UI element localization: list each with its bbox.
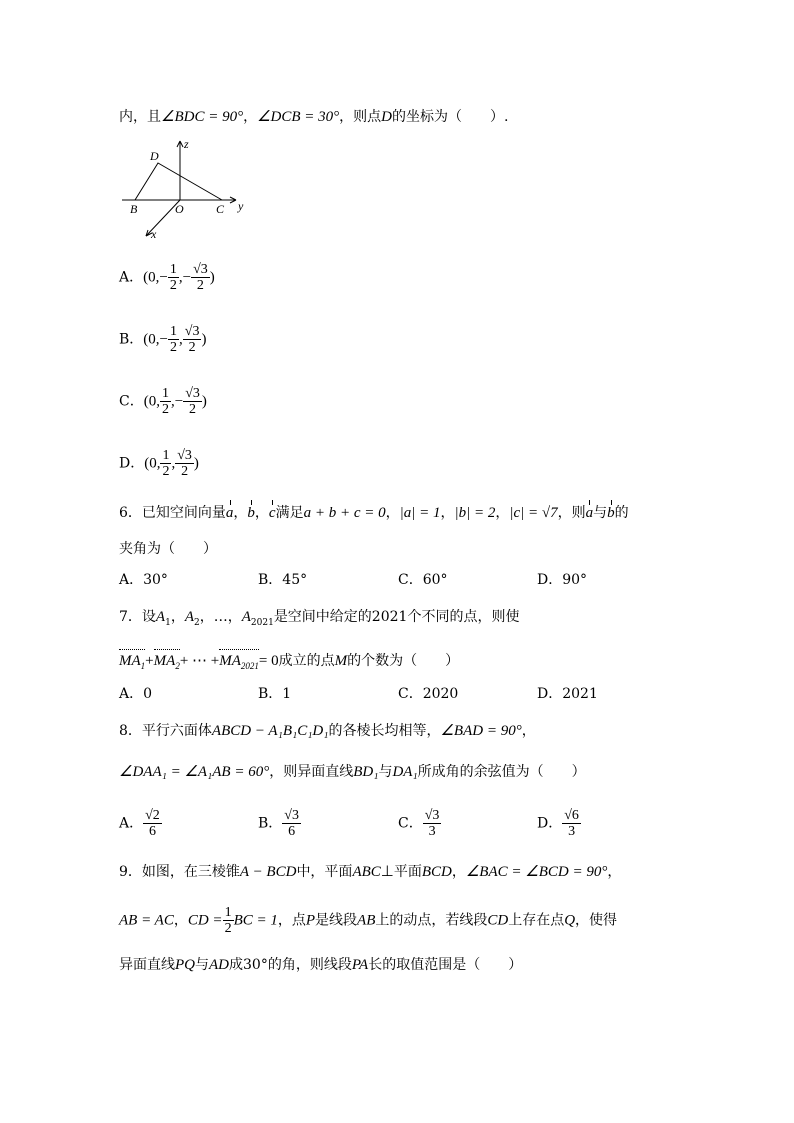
vec-c: c	[268, 505, 276, 521]
q5-option-d[interactable]: D．(0, $\frac{1}{2}$ , $\frac{√3}{2}$ )	[119, 448, 199, 479]
q8-line2: ∠DAA₁ = ∠A₁AB = 60°，则异面直线BD₁与DA₁所成角的余弦值为（ ）	[119, 764, 586, 780]
q8-option-c[interactable]: C． $\frac{√3}{3}$	[398, 808, 440, 839]
q8-line1: 8．平行六面体ABCD − A₁B₁C₁D₁的各棱长均相等，∠BAD = 90°，	[119, 723, 536, 739]
q5-text-b: ，则点	[339, 109, 382, 125]
q8-option-a[interactable]: A． $\frac{√2}{6}$	[119, 808, 160, 839]
q6-option-c[interactable]: C．60°	[398, 572, 448, 588]
label-y: y	[238, 199, 244, 213]
label-C: C	[216, 202, 225, 216]
label-D: D	[150, 149, 159, 163]
vec-a: a	[225, 505, 234, 521]
q5-sep: ，	[243, 109, 258, 125]
q6-option-b[interactable]: B．45°	[258, 572, 308, 588]
q9-line3: 异面直线PQ与AD成30°的角，则线段PA长的取值范围是（ ）	[119, 957, 523, 973]
q5-point: D	[381, 109, 392, 125]
q7-option-d[interactable]: D．2021	[537, 686, 598, 702]
q6-option-a[interactable]: A．30°	[119, 572, 168, 588]
q5-option-b[interactable]: B．(0,− $\frac{1}{2}$ , $\frac{√3}{2}$ )	[119, 324, 207, 355]
q6-line1: 6．已知空间向量a，b，c满足a + b + c = 0，|a| = 1，|b| = 2，|c| = √7，则a与b的	[119, 505, 629, 521]
q5-text-c: 的坐标为（ ）.	[392, 109, 509, 125]
q5-angle1: ∠BDC = 90°	[161, 109, 244, 125]
q7-option-b[interactable]: B．1	[258, 686, 292, 702]
q5-tail-line	[119, 107, 508, 127]
q5-text: 内，且	[119, 109, 161, 125]
q6-option-d[interactable]: D．90°	[537, 572, 588, 588]
q7-line2: $MA_1+MA_2+$ ⋯ $+MA_{2021}= 0$成立的点M的个数为（ ）	[119, 649, 459, 676]
q6-line2: 夹角为（ ）	[119, 541, 217, 557]
q5-option-c[interactable]: C．(0, $\frac{1}{2}$ ,− $\frac{√3}{2}$ )	[119, 386, 207, 417]
q7-option-c[interactable]: C．2020	[398, 686, 459, 702]
q5-angle2: ∠DCB = 30°	[257, 109, 340, 125]
label-O: O	[175, 202, 184, 216]
vec-b: b	[247, 505, 255, 521]
q7-option-a[interactable]: A．0	[119, 686, 153, 702]
label-B: B	[130, 202, 138, 216]
q9-line1: 9．如图，在三棱锥A − BCD中，平面ABC⊥平面BCD，∠BAC = ∠BCD = 90°，	[119, 864, 622, 880]
q9-line2: AB = AC，CD = $\frac{1}{2}$ BC = 1，点P是线段AB上的动点，若线段CD上存在点Q，使得	[119, 905, 618, 936]
q8-option-d[interactable]: D． $\frac{√6}{3}$	[537, 808, 579, 839]
label-z: z	[184, 137, 189, 151]
q5-option-a[interactable]: A．(0,− $\frac{1}{2}$ ,− $\frac{√3}{2}$ )	[119, 262, 215, 293]
coordinate-figure	[118, 136, 248, 240]
q8-option-b[interactable]: B． $\frac{√3}{6}$	[258, 808, 299, 839]
label-x: x	[151, 227, 157, 240]
q7-line1: 7．设$A_1$，$A_2$，…，$A_{2021}$是空间中给定的2021个不同的点，则使	[119, 609, 520, 628]
